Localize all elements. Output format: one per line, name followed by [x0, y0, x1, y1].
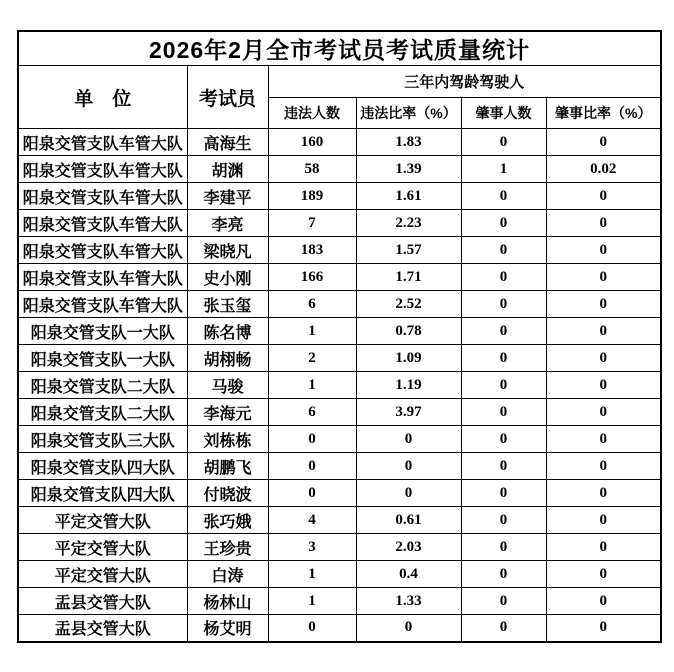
- unit-cell: 阳泉交管支队车管大队: [18, 237, 187, 264]
- violators-cell: 3: [268, 534, 356, 561]
- accidents-cell: 0: [461, 534, 546, 561]
- unit-cell: 阳泉交管支队车管大队: [18, 183, 187, 210]
- accident-rate-cell: 0: [546, 237, 661, 264]
- examiner-cell: 王珍贵: [187, 534, 268, 561]
- violation-rate-cell: 1.61: [356, 183, 461, 210]
- column-header-accident-rate: 肇事比率（%）: [546, 98, 661, 129]
- column-group-header-three-year-drivers: 三年内驾龄驾驶人: [268, 66, 661, 98]
- table-row: [18, 588, 661, 615]
- violators-cell: 2: [268, 345, 356, 372]
- violators-cell: 160: [268, 129, 356, 156]
- accidents-cell: 0: [461, 345, 546, 372]
- violators-cell: 166: [268, 264, 356, 291]
- accident-rate-cell: 0: [546, 534, 661, 561]
- unit-cell: 阳泉交管支队四大队: [18, 453, 187, 480]
- unit-cell: 阳泉交管支队四大队: [18, 480, 187, 507]
- violation-rate-cell: 0: [356, 453, 461, 480]
- violation-rate-cell: 0: [356, 615, 461, 642]
- violation-rate-cell: 1.19: [356, 372, 461, 399]
- accidents-cell: 0: [461, 588, 546, 615]
- examiner-cell: 李亮: [187, 210, 268, 237]
- violation-rate-cell: 0.61: [356, 507, 461, 534]
- violation-rate-cell: 1.33: [356, 588, 461, 615]
- violators-cell: 6: [268, 291, 356, 318]
- examiner-cell: 付晓波: [187, 480, 268, 507]
- unit-cell: 阳泉交管支队三大队: [18, 426, 187, 453]
- table-row: [18, 372, 661, 399]
- examiner-cell: 李建平: [187, 183, 268, 210]
- examiner-cell: 杨艾明: [187, 615, 268, 642]
- examiner-cell: 胡栩畅: [187, 345, 268, 372]
- accident-rate-cell: 0: [546, 561, 661, 588]
- unit-cell: 平定交管大队: [18, 507, 187, 534]
- examiner-cell: 胡渊: [187, 156, 268, 183]
- unit-cell: 阳泉交管支队车管大队: [18, 129, 187, 156]
- violators-cell: 1: [268, 372, 356, 399]
- violators-cell: 7: [268, 210, 356, 237]
- violation-rate-cell: 2.52: [356, 291, 461, 318]
- examiner-cell: 刘栋栋: [187, 426, 268, 453]
- violators-cell: 189: [268, 183, 356, 210]
- column-header-examiner: 考试员: [187, 66, 268, 129]
- accident-rate-cell: 0.02: [546, 156, 661, 183]
- accidents-cell: 0: [461, 399, 546, 426]
- table-row: [18, 210, 661, 237]
- examiner-cell: 高海生: [187, 129, 268, 156]
- examiner-cell: 杨林山: [187, 588, 268, 615]
- unit-cell: 盂县交管大队: [18, 588, 187, 615]
- unit-cell: 平定交管大队: [18, 561, 187, 588]
- violators-cell: 6: [268, 399, 356, 426]
- unit-cell: 阳泉交管支队二大队: [18, 399, 187, 426]
- violation-rate-cell: 0: [356, 480, 461, 507]
- table-row: [18, 183, 661, 210]
- unit-cell: 阳泉交管支队一大队: [18, 318, 187, 345]
- accident-rate-cell: 0: [546, 264, 661, 291]
- page-title: 2026年2月全市考试员考试质量统计: [18, 31, 661, 66]
- table-row: [18, 345, 661, 372]
- violators-cell: 0: [268, 480, 356, 507]
- table-row: [18, 264, 661, 291]
- violators-cell: 183: [268, 237, 356, 264]
- accident-rate-cell: 0: [546, 399, 661, 426]
- unit-cell: 阳泉交管支队车管大队: [18, 291, 187, 318]
- unit-cell: 阳泉交管支队车管大队: [18, 264, 187, 291]
- accidents-cell: 0: [461, 507, 546, 534]
- accident-rate-cell: 0: [546, 345, 661, 372]
- violators-cell: 1: [268, 588, 356, 615]
- violation-rate-cell: 2.03: [356, 534, 461, 561]
- examiner-cell: 史小刚: [187, 264, 268, 291]
- accidents-cell: 0: [461, 318, 546, 345]
- violators-cell: 1: [268, 318, 356, 345]
- violators-cell: 1: [268, 561, 356, 588]
- table-row: [18, 615, 661, 642]
- unit-cell: 阳泉交管支队一大队: [18, 345, 187, 372]
- table-row: [18, 561, 661, 588]
- table-row: [18, 534, 661, 561]
- accidents-cell: 1: [461, 156, 546, 183]
- accident-rate-cell: 0: [546, 129, 661, 156]
- accident-rate-cell: 0: [546, 426, 661, 453]
- table-body: [18, 129, 661, 642]
- unit-cell: 阳泉交管支队车管大队: [18, 156, 187, 183]
- accidents-cell: 0: [461, 453, 546, 480]
- accident-rate-cell: 0: [546, 453, 661, 480]
- accidents-cell: 0: [461, 372, 546, 399]
- accidents-cell: 0: [461, 291, 546, 318]
- unit-cell: 平定交管大队: [18, 534, 187, 561]
- accident-rate-cell: 0: [546, 210, 661, 237]
- violators-cell: 0: [268, 453, 356, 480]
- examiner-cell: 胡鹏飞: [187, 453, 268, 480]
- examiner-cell: 马骏: [187, 372, 268, 399]
- accidents-cell: 0: [461, 237, 546, 264]
- examiner-cell: 梁晓凡: [187, 237, 268, 264]
- violation-rate-cell: 1.83: [356, 129, 461, 156]
- violation-rate-cell: 2.23: [356, 210, 461, 237]
- examiner-cell: 白涛: [187, 561, 268, 588]
- unit-cell: 阳泉交管支队车管大队: [18, 210, 187, 237]
- violation-rate-cell: 0: [356, 426, 461, 453]
- column-header-accidents: 肇事人数: [461, 98, 546, 129]
- accident-rate-cell: 0: [546, 507, 661, 534]
- table-row: [18, 480, 661, 507]
- violation-rate-cell: 0.78: [356, 318, 461, 345]
- accidents-cell: 0: [461, 561, 546, 588]
- violators-cell: 58: [268, 156, 356, 183]
- violation-rate-cell: 1.09: [356, 345, 461, 372]
- violation-rate-cell: 1.39: [356, 156, 461, 183]
- table-row: [18, 453, 661, 480]
- table-row: [18, 426, 661, 453]
- accidents-cell: 0: [461, 183, 546, 210]
- unit-cell: 盂县交管大队: [18, 615, 187, 642]
- table-row: [18, 399, 661, 426]
- accident-rate-cell: 0: [546, 615, 661, 642]
- examiner-cell: 张玉玺: [187, 291, 268, 318]
- accident-rate-cell: 0: [546, 480, 661, 507]
- table-row: [18, 237, 661, 264]
- table-row: [18, 291, 661, 318]
- accidents-cell: 0: [461, 129, 546, 156]
- spreadsheet-area: [17, 30, 662, 643]
- accidents-cell: 0: [461, 426, 546, 453]
- examiner-cell: 张巧娥: [187, 507, 268, 534]
- violators-cell: 0: [268, 615, 356, 642]
- table-row: [18, 156, 661, 183]
- accidents-cell: 0: [461, 480, 546, 507]
- accidents-cell: 0: [461, 615, 546, 642]
- violation-rate-cell: 1.57: [356, 237, 461, 264]
- column-header-unit: 单 位: [18, 66, 187, 129]
- unit-cell: 阳泉交管支队二大队: [18, 372, 187, 399]
- violators-cell: 4: [268, 507, 356, 534]
- table-row: [18, 318, 661, 345]
- violation-rate-cell: 3.97: [356, 399, 461, 426]
- accidents-cell: 0: [461, 210, 546, 237]
- title-row: [18, 31, 661, 66]
- accident-rate-cell: 0: [546, 291, 661, 318]
- accident-rate-cell: 0: [546, 318, 661, 345]
- violation-rate-cell: 1.71: [356, 264, 461, 291]
- accident-rate-cell: 0: [546, 588, 661, 615]
- column-header-violation-rate: 违法比率（%）: [356, 98, 461, 129]
- examiner-cell: 陈名博: [187, 318, 268, 345]
- violation-rate-cell: 0.4: [356, 561, 461, 588]
- accident-rate-cell: 0: [546, 183, 661, 210]
- examiner-cell: 李海元: [187, 399, 268, 426]
- accident-rate-cell: 0: [546, 372, 661, 399]
- violators-cell: 0: [268, 426, 356, 453]
- statistics-table: [17, 30, 662, 643]
- table-row: [18, 507, 661, 534]
- header-row-group: [18, 66, 661, 98]
- table-row: [18, 129, 661, 156]
- column-header-violators: 违法人数: [268, 98, 356, 129]
- accidents-cell: 0: [461, 264, 546, 291]
